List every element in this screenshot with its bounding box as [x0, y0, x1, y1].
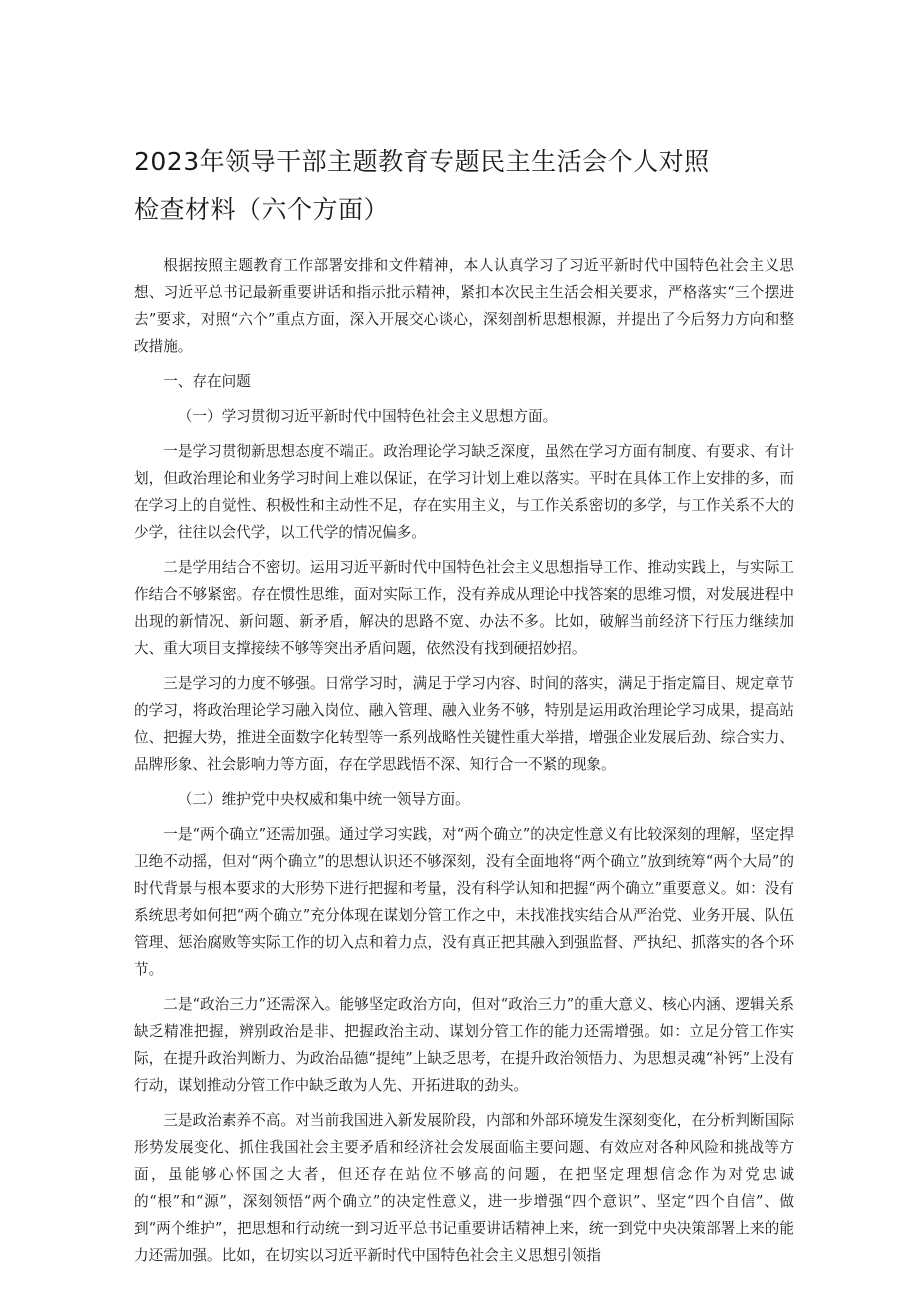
- paragraph: 一是学习贯彻新思想态度不端正。政治理论学习缺乏深度，虽然在学习方面有制度、有要求、有计划，但政治理论和业务学习时间上难以保证，在学习计划上难以落实。平时在具体工作上安排的多，而在学习上的自觉性、积极性和主动性不足，存在实用主义，与工作关系密切的多学，与工作关系不大的少学，往往以会代学，以工代学的情况偏多。: [134, 443, 794, 541]
- paragraph: 三是学习的力度不够强。日常学习时，满足于学习内容、时间的落实，满足于指定篇目、规定章节的学习，将政治理论学习融入岗位、融入管理、融入业务不够，特别是运用政治理论学习成果，提高站位、把握大势，推进全面数字化转型等一系列战略性关键性重大举措，增强企业发展后劲、综合实力、品牌形象、社会影响力等方面，存在学思践悟不深、知行合一不紧的现象。: [134, 675, 794, 773]
- paragraph: 二是“政治三力”还需深入。能够坚定政治方向，但对“政治三力”的重大意义、核心内涵、逻辑关系缺乏精准把握，辨别政治是非、把握政治主动、谋划分管工作的能力还需增强。如：立足分管工作实际，在提升政治判断力、为政治品德“提纯”上缺乏思考，在提升政治领悟力、为思想灵魂“补钙”上没有行动，谋划推动分管工作中缺乏敢为人先、开拓进取的劲头。: [134, 996, 794, 1094]
- paragraph: 一是“两个确立”还需加强。通过学习实践，对“两个确立”的决定性意义有比较深刻的理解，坚定捍卫绝不动摇，但对“两个确立”的思想认识还不够深刻，没有全面地将“两个确立”放到统筹“两个大局”的时代背景与根本要求的大形势下进行把握和考量，没有科学认知和把握“两个确立”重要意义。如：没有系统思考如何把“两个确立”充分体现在谋划分管工作之中，未找准找实结合从严治党、业务开展、队伍管理、惩治腐败等实际工作的切入点和着力点，没有真正把其融入到强监督、严执纪、抓落实的各个环节。: [134, 826, 794, 978]
- paragraph: 二是学用结合不密切。运用习近平新时代中国特色社会主义思想指导工作、推动实践上，与实际工作结合不够紧密。存在惯性思维，面对实际工作，没有养成从理论中找答案的思维习惯，对发展进程中出现的新情况、新问题、新矛盾，解决的思路不宽、办法不多。比如，破解当前经济下行压力继续加大、重大项目支撑接续不够等突出矛盾问题，依然没有找到硬招妙招。: [134, 559, 794, 657]
- subsection-heading-1: （一）学习贯彻习近平新时代中国特色社会主义思想方面。: [177, 408, 558, 425]
- document-page: [134, 138, 794, 1277]
- document-title: [134, 138, 794, 234]
- intro-paragraph: 根据按照主题教育工作部署安排和文件精神，本人认真学习了习近平新时代中国特色社会主义思想、习近平总书记最新重要讲话和指示批示精神，紧扣本次民主生活会相关要求，严格落实“三个摆进去”要求，对照“六个”重点方面，深入开展交心谈心，深刻剖析思想根源，并提出了今后努力方向和整改措施。: [134, 257, 794, 355]
- paragraph: 三是政治素养不高。对当前我国进入新发展阶段，内部和外部环境发生深刻变化，在分析判断国际形势发展变化、抓住我国社会主要矛盾和经济社会发展面临主要问题、有效应对各种风险和挑战等方面，虽能够心怀国之大者，但还存在站位不够高的问题，在把坚定理想信念作为对党忠诚的“根”和“源”，深刻领悟“两个确立”的决定性意义，进一步增强“四个意识”、坚定“四个自信”、做到“两个维护”，把思想和行动统一到习近平总书记重要讲话精神上来，统一到党中央决策部署上来的能力还需加强。比如，在切实以习近平新时代中国特色社会主义思想引领指: [134, 1112, 794, 1264]
- section-heading-problems: 一、存在问题: [163, 373, 251, 390]
- title-line-1: 2023年领导干部主题教育专题民主生活会个人对照: [134, 147, 710, 176]
- subsection-heading-2: （二）维护党中央权威和集中统一领导方面。: [177, 791, 470, 808]
- title-line-2: 检查材料（六个方面）: [134, 195, 390, 224]
